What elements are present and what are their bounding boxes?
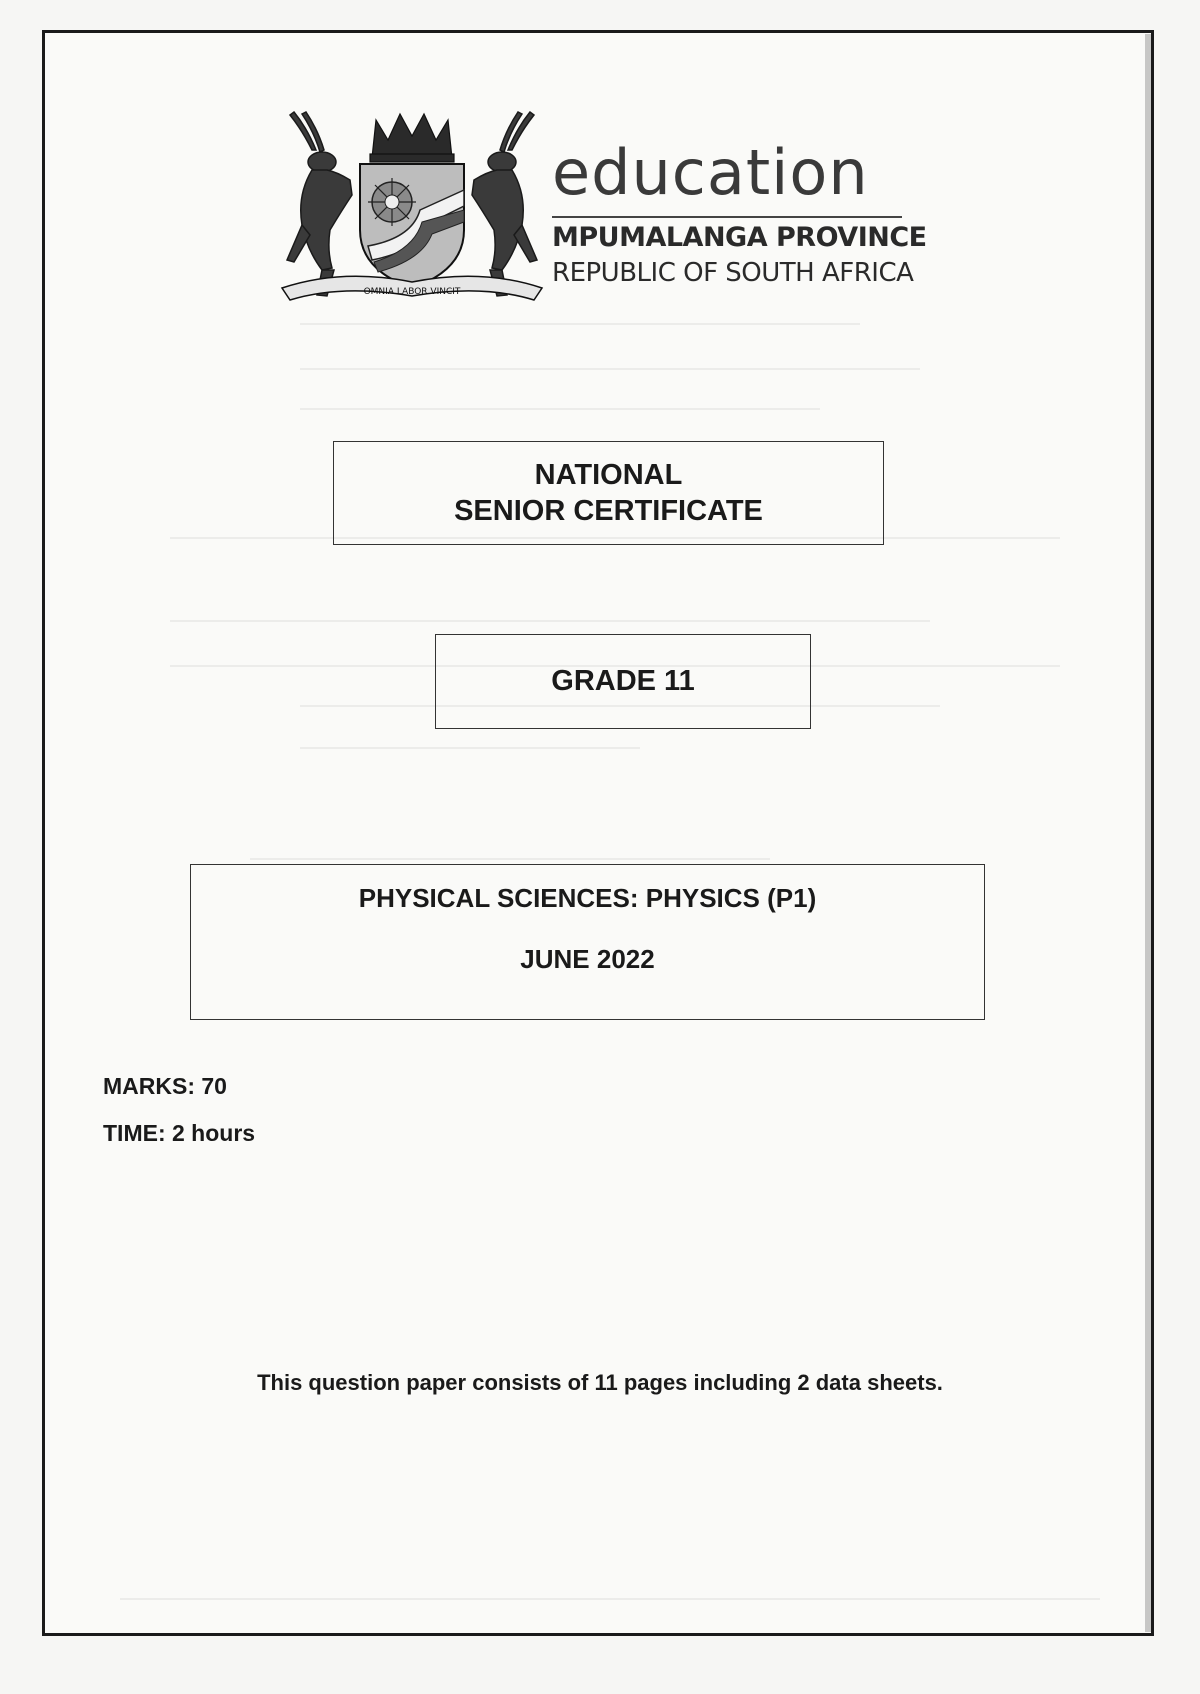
time-label: TIME: 2 hours bbox=[103, 1120, 256, 1146]
brand-divider bbox=[552, 216, 902, 218]
marks-label: MARKS: 70 bbox=[103, 1073, 227, 1099]
show-through-line bbox=[300, 368, 920, 370]
subject-box bbox=[190, 864, 985, 1020]
certificate-line-2: SENIOR CERTIFICATE bbox=[454, 495, 763, 527]
show-through-line bbox=[300, 323, 860, 325]
subject-title: PHYSICAL SCIENCES: PHYSICS (P1) bbox=[358, 883, 817, 913]
certificate-line-1: NATIONAL bbox=[534, 459, 683, 491]
brand-word: education bbox=[552, 136, 869, 209]
page-count-note: This question paper consists of 11 pages including 2 data sheets. bbox=[257, 1370, 943, 1395]
coat-of-arms-icon bbox=[272, 110, 552, 305]
show-through-line bbox=[170, 620, 930, 622]
show-through-line bbox=[300, 408, 820, 410]
show-through-line bbox=[250, 858, 770, 860]
country-name: REPUBLIC OF SOUTH AFRICA bbox=[552, 258, 914, 288]
grade-box bbox=[435, 634, 811, 729]
exam-date: JUNE 2022 bbox=[520, 944, 655, 974]
certificate-box bbox=[333, 441, 884, 545]
show-through-line bbox=[120, 1598, 1100, 1600]
crest-motto: OMNIA LABOR VINCIT bbox=[363, 287, 461, 297]
grade-label: GRADE 11 bbox=[551, 665, 695, 697]
show-through-line bbox=[300, 747, 640, 749]
province-name: MPUMALANGA PROVINCE bbox=[552, 222, 927, 253]
